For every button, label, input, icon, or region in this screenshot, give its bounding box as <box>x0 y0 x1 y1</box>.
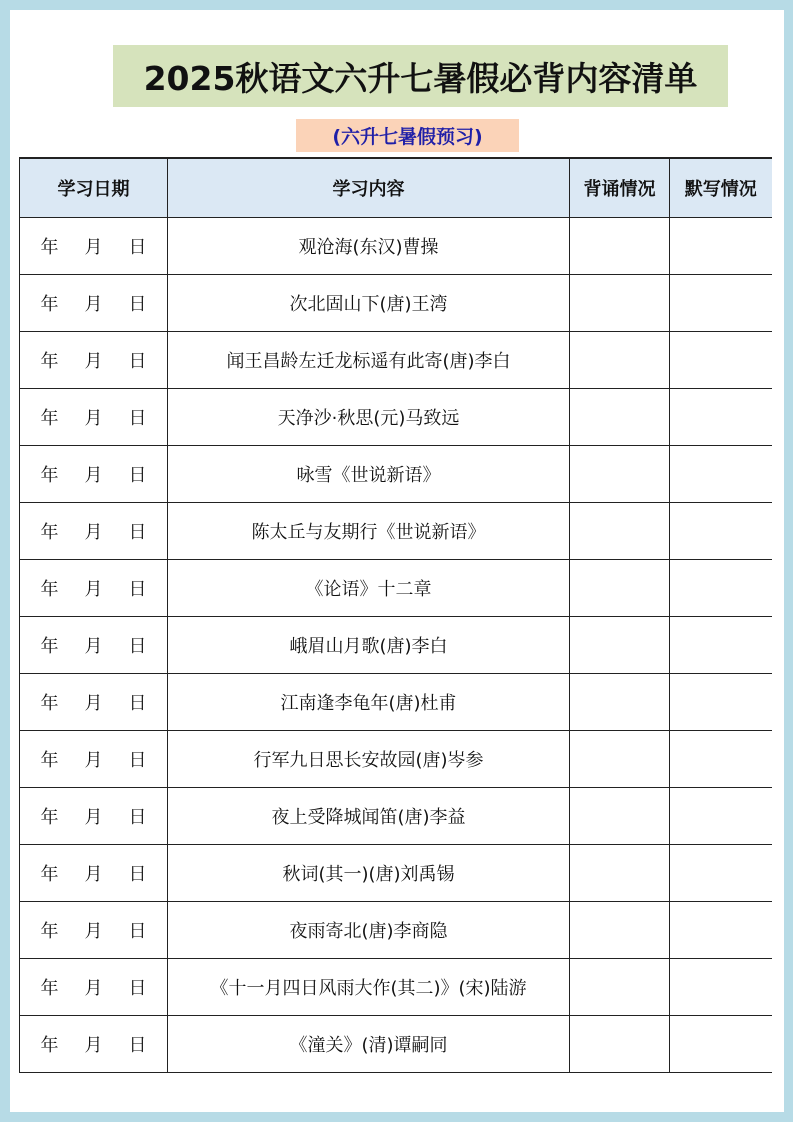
recite-status-cell[interactable] <box>570 446 670 503</box>
content-cell: 次北固山下(唐)王湾 <box>168 275 570 332</box>
date-year-label: 年 <box>40 1035 59 1056</box>
date-day-label: 日 <box>128 579 147 600</box>
date-month-label: 月 <box>84 465 103 486</box>
date-day-label: 日 <box>128 1035 147 1056</box>
recite-status-cell[interactable] <box>570 959 670 1016</box>
dictation-status-cell[interactable] <box>670 674 772 731</box>
table-row <box>20 731 772 788</box>
date-cell[interactable] <box>20 1016 168 1073</box>
dictation-status-cell[interactable] <box>670 788 772 845</box>
date-cell[interactable] <box>20 332 168 389</box>
recite-status-cell[interactable] <box>570 560 670 617</box>
date-day-label: 日 <box>128 693 147 714</box>
date-day-label: 日 <box>128 636 147 657</box>
date-cell[interactable] <box>20 902 168 959</box>
recite-status-cell[interactable] <box>570 731 670 788</box>
dictation-status-cell[interactable] <box>670 275 772 332</box>
date-year-label: 年 <box>40 408 59 429</box>
recite-status-cell[interactable] <box>570 275 670 332</box>
content-cell: 咏雪《世说新语》 <box>168 446 570 503</box>
date-year-label: 年 <box>40 351 59 372</box>
date-month-label: 月 <box>84 522 103 543</box>
date-day-label: 日 <box>128 750 147 771</box>
date-day-label: 日 <box>128 807 147 828</box>
date-month-label: 月 <box>84 693 103 714</box>
date-month-label: 月 <box>84 636 103 657</box>
date-year-label: 年 <box>40 921 59 942</box>
date-day-label: 日 <box>128 294 147 315</box>
table-row <box>20 560 772 617</box>
table-row <box>20 845 772 902</box>
content-cell: 闻王昌龄左迁龙标遥有此寄(唐)李白 <box>168 332 570 389</box>
date-year-label: 年 <box>40 807 59 828</box>
date-cell[interactable] <box>20 560 168 617</box>
date-cell[interactable] <box>20 731 168 788</box>
recite-status-cell[interactable] <box>570 617 670 674</box>
date-year-label: 年 <box>40 693 59 714</box>
date-cell[interactable] <box>20 389 168 446</box>
dictation-status-cell[interactable] <box>670 389 772 446</box>
table-row <box>20 1016 772 1073</box>
title-banner <box>113 45 728 107</box>
content-cell: 峨眉山月歌(唐)李白 <box>168 617 570 674</box>
table-body <box>20 218 772 1073</box>
date-year-label: 年 <box>40 978 59 999</box>
content-cell: 天净沙·秋思(元)马致远 <box>168 389 570 446</box>
dictation-status-cell[interactable] <box>670 446 772 503</box>
recite-status-cell[interactable] <box>570 902 670 959</box>
date-year-label: 年 <box>40 750 59 771</box>
content-cell: 《论语》十二章 <box>168 560 570 617</box>
subtitle-banner <box>296 119 519 152</box>
table-row <box>20 218 772 275</box>
header-recite-status: 背诵情况 <box>570 158 670 218</box>
table-row <box>20 959 772 1016</box>
date-month-label: 月 <box>84 579 103 600</box>
date-day-label: 日 <box>128 237 147 258</box>
study-checklist-table <box>19 157 772 1073</box>
table-row <box>20 674 772 731</box>
header-study-content: 学习内容 <box>168 158 570 218</box>
date-cell[interactable] <box>20 845 168 902</box>
recite-status-cell[interactable] <box>570 1016 670 1073</box>
dictation-status-cell[interactable] <box>670 845 772 902</box>
content-cell: 秋词(其一)(唐)刘禹锡 <box>168 845 570 902</box>
date-cell[interactable] <box>20 503 168 560</box>
content-cell: 观沧海(东汉)曹操 <box>168 218 570 275</box>
date-day-label: 日 <box>128 465 147 486</box>
dictation-status-cell[interactable] <box>670 1016 772 1073</box>
table-row <box>20 503 772 560</box>
table-row <box>20 446 772 503</box>
date-cell[interactable] <box>20 959 168 1016</box>
table-row <box>20 389 772 446</box>
recite-status-cell[interactable] <box>570 845 670 902</box>
dictation-status-cell[interactable] <box>670 503 772 560</box>
recite-status-cell[interactable] <box>570 389 670 446</box>
date-cell[interactable] <box>20 617 168 674</box>
dictation-status-cell[interactable] <box>670 959 772 1016</box>
date-month-label: 月 <box>84 1035 103 1056</box>
table-row <box>20 788 772 845</box>
table-row <box>20 902 772 959</box>
date-year-label: 年 <box>40 636 59 657</box>
dictation-status-cell[interactable] <box>670 617 772 674</box>
date-month-label: 月 <box>84 864 103 885</box>
date-day-label: 日 <box>128 522 147 543</box>
content-cell: 《十一月四日风雨大作(其二)》(宋)陆游 <box>168 959 570 1016</box>
date-cell[interactable] <box>20 218 168 275</box>
page-title: 2025秋语文六升七暑假必背内容清单 <box>143 58 698 98</box>
recite-status-cell[interactable] <box>570 788 670 845</box>
table-row <box>20 275 772 332</box>
date-year-label: 年 <box>40 294 59 315</box>
date-year-label: 年 <box>40 864 59 885</box>
date-year-label: 年 <box>40 237 59 258</box>
dictation-status-cell[interactable] <box>670 332 772 389</box>
date-year-label: 年 <box>40 579 59 600</box>
table-header-row <box>20 158 772 218</box>
content-cell: 陈太丘与友期行《世说新语》 <box>168 503 570 560</box>
date-cell[interactable] <box>20 674 168 731</box>
header-study-date: 学习日期 <box>20 158 168 218</box>
date-cell[interactable] <box>20 788 168 845</box>
content-cell: 江南逢李龟年(唐)杜甫 <box>168 674 570 731</box>
date-year-label: 年 <box>40 465 59 486</box>
recite-status-cell[interactable] <box>570 218 670 275</box>
date-day-label: 日 <box>128 978 147 999</box>
date-month-label: 月 <box>84 237 103 258</box>
header-dictation-status: 默写情况 <box>670 158 772 218</box>
table-row <box>20 332 772 389</box>
date-day-label: 日 <box>128 864 147 885</box>
date-cell[interactable] <box>20 446 168 503</box>
date-month-label: 月 <box>84 750 103 771</box>
content-cell: 《潼关》(清)谭嗣同 <box>168 1016 570 1073</box>
dictation-status-cell[interactable] <box>670 902 772 959</box>
date-day-label: 日 <box>128 351 147 372</box>
date-month-label: 月 <box>84 408 103 429</box>
date-year-label: 年 <box>40 522 59 543</box>
table-row <box>20 617 772 674</box>
page-subtitle: (六升七暑假预习) <box>332 126 483 148</box>
date-month-label: 月 <box>84 978 103 999</box>
recite-status-cell[interactable] <box>570 332 670 389</box>
dictation-status-cell[interactable] <box>670 218 772 275</box>
content-cell: 夜雨寄北(唐)李商隐 <box>168 902 570 959</box>
recite-status-cell[interactable] <box>570 503 670 560</box>
recite-status-cell[interactable] <box>570 674 670 731</box>
date-day-label: 日 <box>128 921 147 942</box>
date-day-label: 日 <box>128 408 147 429</box>
date-month-label: 月 <box>84 921 103 942</box>
date-month-label: 月 <box>84 294 103 315</box>
content-cell: 夜上受降城闻笛(唐)李益 <box>168 788 570 845</box>
dictation-status-cell[interactable] <box>670 560 772 617</box>
date-cell[interactable] <box>20 275 168 332</box>
date-month-label: 月 <box>84 351 103 372</box>
dictation-status-cell[interactable] <box>670 731 772 788</box>
date-month-label: 月 <box>84 807 103 828</box>
content-cell: 行军九日思长安故园(唐)岑参 <box>168 731 570 788</box>
